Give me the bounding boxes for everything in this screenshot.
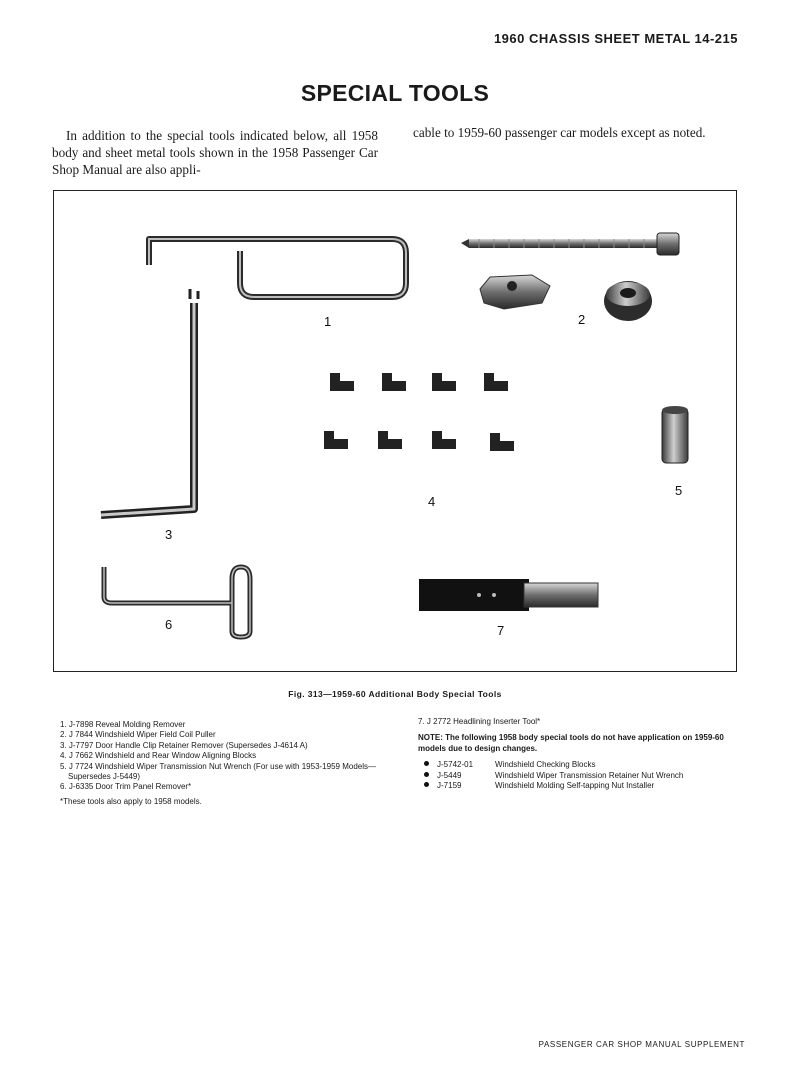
- obsolete-tool-row: [418, 760, 748, 770]
- running-head: 1960 CHASSIS SHEET METAL 14-215: [493, 31, 738, 46]
- page-footer: PASSENGER CAR SHOP MANUAL SUPPLEMENT: [538, 1040, 745, 1049]
- obsolete-tool-name: Windshield Wiper Transmission Retainer Nut Wrench: [495, 770, 684, 780]
- tool-list-item: 1. J-7898 Reveal Molding Remover: [60, 720, 186, 729]
- headlining-inserter-image: [419, 579, 598, 611]
- figure-label-4: 4: [428, 494, 436, 509]
- tool-list-item: 6. J-6335 Door Trim Panel Remover*: [60, 782, 192, 792]
- obsolete-tool-row: [418, 781, 748, 791]
- figure-label-5: 5: [675, 483, 683, 498]
- intro-paragraph-left: In addition to the special tools indicated below, all 1958 body and sheet metal tools shown in the 1958 Passenger Car Shop Manual are also appli-: [52, 128, 378, 177]
- note: NOTE: The following 1958 body special tools do not have application on 1959-60 models due to design changes.: [418, 733, 724, 753]
- obsolete-tool-number: J-5742-01: [437, 760, 474, 770]
- figure-label-3: 3: [165, 527, 173, 542]
- obsolete-tool-name: Windshield Molding Self-tapping Nut Installer: [495, 781, 655, 791]
- intro-paragraph-right: cable to 1959-60 passenger car models except as noted.: [413, 125, 706, 140]
- tool-list-item-7: 7. J 2772 Headlining Inserter Tool*: [418, 717, 541, 726]
- footnote: *These tools also apply to 1958 models.: [60, 796, 202, 806]
- tool-list-item: 2. J 7844 Windshield Wiper Field Coil Puller: [60, 730, 216, 740]
- bullet-icon: [424, 782, 429, 787]
- figure-label-2: 2: [578, 312, 586, 327]
- figure-label-6: 6: [165, 617, 173, 632]
- tools-photo: [54, 191, 735, 670]
- field-coil-puller-image: [461, 233, 679, 321]
- tool-list: [60, 720, 395, 807]
- reveal-molding-remover-image: [149, 239, 406, 297]
- tool-list-item: 5. J 7724 Windshield Wiper Transmission Nut Wrench (For use with 1953-1959 Models—Supersedes J-5449): [60, 761, 376, 782]
- obsolete-tool-number: J-5449: [437, 770, 462, 780]
- nut-wrench-image: [662, 406, 688, 463]
- page-title: SPECIAL TOOLS: [300, 80, 490, 106]
- clip-retainer-remover-image: [101, 289, 198, 515]
- bullet-icon: [424, 761, 429, 766]
- tool-list-right: [418, 717, 748, 791]
- trim-panel-remover-image: [104, 567, 250, 637]
- tool-list-item: 3. J-7797 Door Handle Clip Retainer Remover (Supersedes J-4614 A): [60, 740, 308, 750]
- bullet-icon: [424, 772, 429, 777]
- figure-label-1: 1: [324, 314, 332, 329]
- aligning-blocks-image: [324, 373, 514, 451]
- obsolete-tool-row: [418, 771, 748, 781]
- obsolete-tool-number: J-7159: [437, 781, 462, 791]
- figure-caption: Fig. 313—1959-60 Additional Body Special Tools: [288, 689, 502, 699]
- tool-list-item: 4. J 7662 Windshield and Rear Window Aligning Blocks: [60, 751, 257, 761]
- figure-313: [53, 190, 737, 672]
- figure-label-7: 7: [497, 623, 505, 638]
- obsolete-tool-name: Windshield Checking Blocks: [495, 760, 596, 770]
